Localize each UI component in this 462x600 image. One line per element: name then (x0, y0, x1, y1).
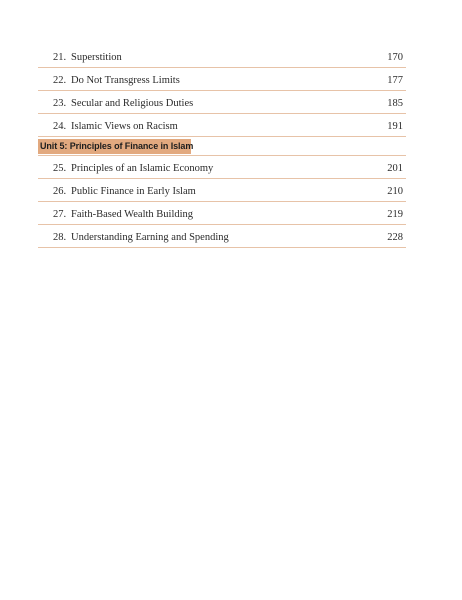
unit-heading[interactable]: Unit 5: Principles of Finance in Islam (38, 139, 191, 154)
toc-entry-24[interactable] (38, 114, 406, 137)
toc-entry-title: Superstition (71, 52, 122, 63)
toc-entry-number: 25. (53, 163, 67, 174)
toc-entry-number: 24. (53, 121, 67, 132)
toc-entry-26[interactable] (38, 179, 406, 202)
toc-entry-21[interactable] (38, 45, 406, 68)
toc-entry-number: 27. (53, 209, 67, 220)
toc-entry-page: 228 (387, 232, 403, 243)
toc-entry-page: 170 (387, 52, 403, 63)
toc-entry-page: 177 (387, 75, 403, 86)
toc-entry-25[interactable] (38, 156, 406, 179)
toc-entry-title: Do Not Transgress Limits (71, 75, 180, 86)
toc-entry-number: 23. (53, 98, 67, 109)
toc-entry-22[interactable] (38, 68, 406, 91)
toc-entry-page: 210 (387, 186, 403, 197)
toc-entry-27[interactable] (38, 202, 406, 225)
toc-entry-page: 219 (387, 209, 403, 220)
toc-entry-number: 21. (53, 52, 67, 63)
toc-entry-title: Secular and Religious Duties (71, 98, 194, 109)
toc-entry-number: 28. (53, 232, 67, 243)
toc-entry-title: Understanding Earning and Spending (71, 232, 229, 243)
toc-entry-title: Islamic Views on Racism (71, 121, 178, 132)
toc-entry-page: 191 (387, 121, 403, 132)
toc-entry-number: 26. (53, 186, 67, 197)
toc-entry-title: Faith-Based Wealth Building (71, 209, 194, 220)
table-of-contents (38, 45, 406, 248)
toc-entry-23[interactable] (38, 91, 406, 114)
toc-entry-title: Principles of an Islamic Economy (71, 163, 214, 174)
toc-entry-title: Public Finance in Early Islam (71, 186, 196, 197)
unit-heading-row (38, 137, 406, 156)
toc-entry-number: 22. (53, 75, 67, 86)
toc-entry-page: 185 (387, 98, 403, 109)
toc-entry-page: 201 (387, 163, 403, 174)
toc-entry-28[interactable] (38, 225, 406, 248)
